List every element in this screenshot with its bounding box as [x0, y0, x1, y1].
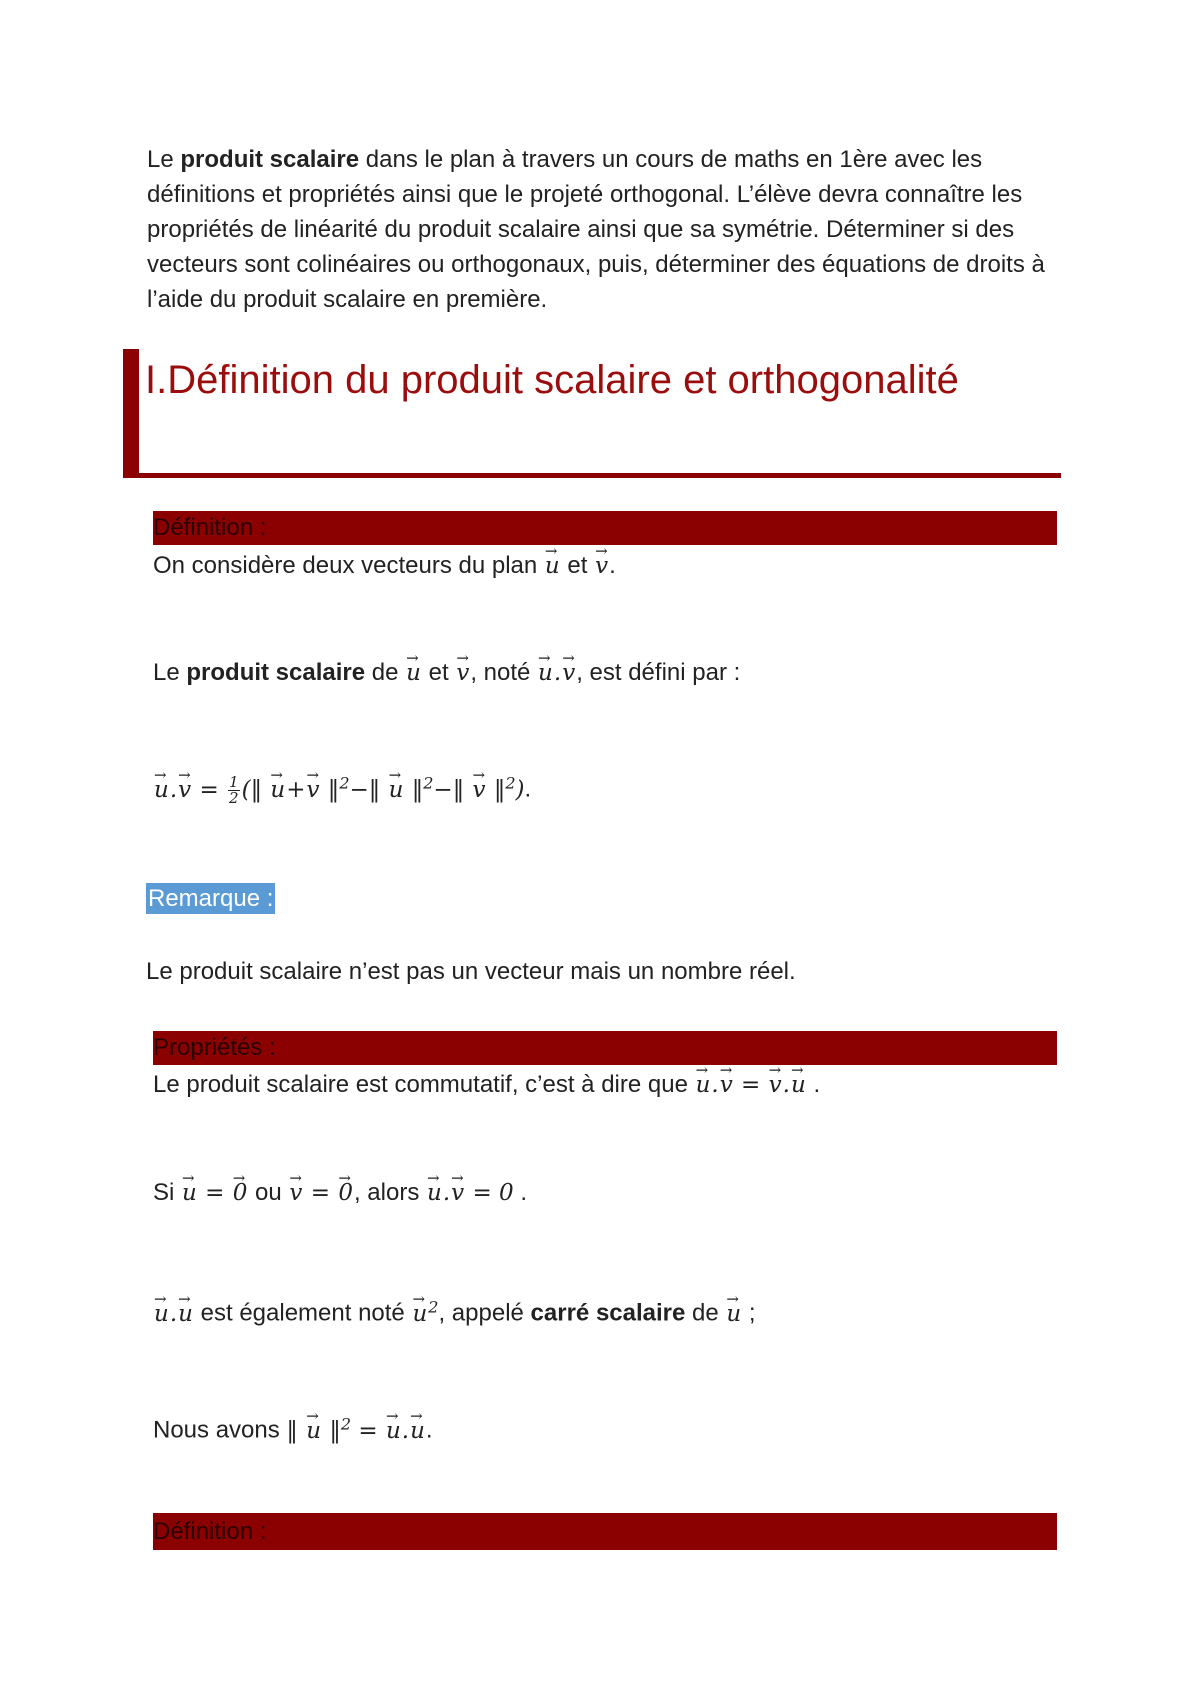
intro-bold-term: produit scalaire	[180, 146, 360, 173]
properties-band: Propriétés :	[153, 1031, 1057, 1065]
definition-formula: → u.→ v = $\frac{1}{2}$ (‖ → u+→ v ‖$^2$−‖ → u ‖$^2$−‖ → v ‖$^2$).	[153, 766, 531, 807]
definition-band: Définition :	[153, 511, 1057, 545]
heading-underline	[123, 473, 1061, 478]
def-line-1: On considère deux vecteurs du plan → u et → v.	[153, 549, 616, 583]
definition-band-2: Définition :	[153, 1513, 1057, 1550]
section-heading	[123, 349, 1061, 478]
prop-norm: Nous avons ‖ → u ‖$^2$ = → u.→ u.	[153, 1407, 433, 1448]
prop-square: → u.→ u est également noté → $u^2$, appelé carré scalaire de → u ;	[153, 1290, 756, 1331]
prop-commutative: Le produit scalaire est commutatif, c’est à dire que → u.→ v = → v.→ u .	[153, 1068, 820, 1102]
intro-paragraph: Le produit scalaire dans le plan à travers un cours de maths en 1ère avec les définitions et propriétés ainsi que le projeté orthogonal. L’élève devra connaître les propriétés de linéarité du produit scalaire ainsi que sa symétrie. Déterminer si des vecteurs sont colinéaires ou orthogonaux, puis, déterminer des équations de droits à l’aide du produit scalaire en première.	[147, 146, 1045, 313]
remark-text: Le produit scalaire n’est pas un vecteur mais un nombre réel.	[146, 958, 796, 985]
heading-left-bar	[123, 349, 139, 478]
def-line-2: Le produit scalaire de → u et → v, noté → u.→ v, est défini par :	[153, 656, 740, 690]
section-title: I.Définition du produit scalaire et orthogonalité	[145, 358, 959, 402]
remark-label: Remarque :	[148, 885, 274, 912]
prop-zero: Si → u = → 0 ou → v = → 0, alors → u.→ v = 0 .	[153, 1176, 527, 1210]
